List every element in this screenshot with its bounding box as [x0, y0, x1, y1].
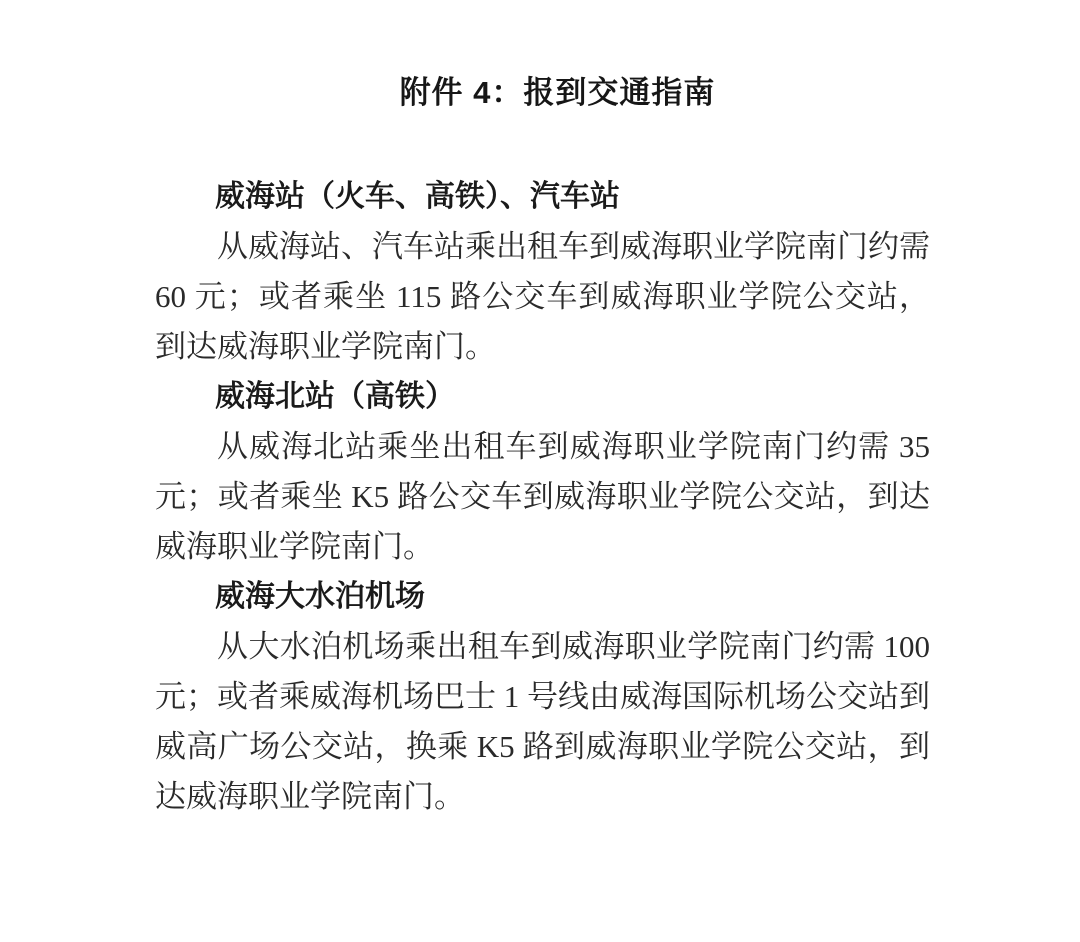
section-body: 从大水泊机场乘出租车到威海职业学院南门约需 100 元；或者乘威海机场巴士 1 号线由威海国际机场公交站到威高广场公交站，换乘 K5 路到威海职业学院公交站，到达威海职业学院南门。: [155, 629, 930, 814]
section-dashuibo-airport: [155, 572, 930, 822]
section-weihai-north-station: [155, 372, 930, 572]
section-heading: 威海站（火车、高铁）、汽车站: [215, 180, 620, 213]
section-body: 从威海北站乘坐出租车到威海职业学院南门约需 35 元；或者乘坐 K5 路公交车到威海职业学院公交站，到达威海职业学院南门。: [155, 429, 930, 564]
document-content: [155, 172, 930, 822]
section-weihai-station: [155, 172, 930, 372]
section-heading: 威海大水泊机场: [215, 580, 425, 613]
document-title: 附件 4：报到交通指南: [399, 75, 716, 110]
section-body: 从威海站、汽车站乘出租车到威海职业学院南门约需 60 元；或者乘坐 115 路公交车到威海职业学院公交站，到达威海职业学院南门。: [155, 229, 930, 364]
section-heading: 威海北站（高铁）: [215, 380, 455, 413]
